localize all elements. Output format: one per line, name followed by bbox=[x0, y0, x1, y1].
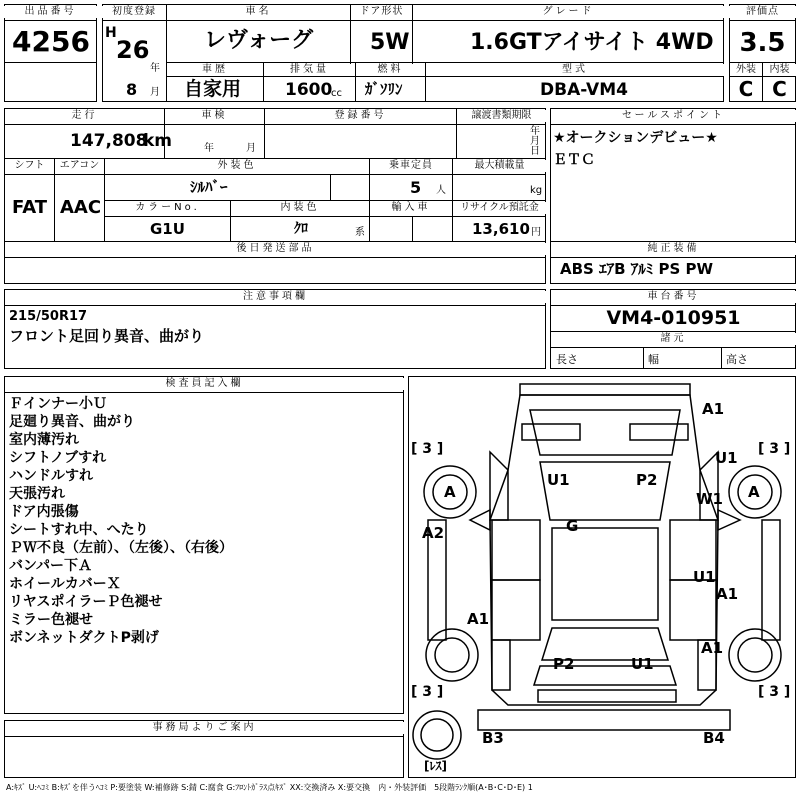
int-color-header: 内装色 bbox=[231, 202, 369, 214]
ext-color-header: 外装色 bbox=[105, 160, 369, 172]
inspector-header: 検査員記入欄 bbox=[5, 378, 404, 390]
damage-mark: A1 bbox=[716, 585, 739, 603]
right-side-skirt bbox=[762, 520, 780, 640]
damage-mark: A1 bbox=[701, 639, 724, 657]
damage-mark: U1 bbox=[715, 449, 738, 467]
mileage-unit: km bbox=[143, 131, 173, 151]
displacement: 1600 bbox=[285, 80, 333, 100]
capacity-unit: 人 bbox=[436, 185, 446, 196]
damage-mark: A2 bbox=[422, 524, 445, 542]
sales-points-header: セールスポイント bbox=[551, 110, 796, 122]
color-no-header: カラーNo. bbox=[105, 202, 230, 214]
damage-mark: A1 bbox=[467, 610, 490, 628]
note-line: Ｆインナー小Ｕ bbox=[9, 396, 107, 412]
note-line: 天張汚れ bbox=[9, 486, 65, 502]
transfer-day-unit: 日 bbox=[530, 146, 540, 157]
recycle-fee: 13,610 bbox=[472, 220, 530, 238]
grade-header: グレード bbox=[413, 6, 724, 18]
note-line: バンパー下Ａ bbox=[9, 558, 93, 574]
inspection-month-unit: 月 bbox=[246, 143, 256, 154]
hood bbox=[530, 410, 680, 455]
chassis-number: VM4-010951 bbox=[606, 307, 741, 329]
damage-mark: U1 bbox=[547, 471, 570, 489]
left-rear-door bbox=[492, 580, 540, 640]
genuine-header: 純正装備 bbox=[551, 243, 796, 255]
chassis-header: 車台番号 bbox=[551, 291, 796, 303]
transfer-year-unit: 年 bbox=[530, 126, 540, 137]
reg-year: 26 bbox=[116, 36, 150, 64]
displacement-unit: cc bbox=[331, 88, 342, 99]
rear-bumper bbox=[538, 690, 676, 702]
note-line: ドア内張傷 bbox=[9, 504, 79, 520]
interior-header: 内装 bbox=[763, 64, 796, 76]
front-bumper bbox=[520, 384, 690, 395]
car-body-outline bbox=[490, 395, 718, 705]
damage-mark: U1 bbox=[693, 568, 716, 586]
sales-point-1: ★オークションデビュー★ bbox=[553, 130, 718, 146]
rear-bumper-lower bbox=[478, 710, 730, 730]
right-headlight bbox=[630, 424, 688, 440]
fuel-header: 燃料 bbox=[356, 64, 425, 76]
note-line: リヤスポイラーＰ色褪せ bbox=[9, 594, 163, 610]
note-line: 足廻り異音、曲がり bbox=[9, 414, 135, 430]
right-mirror bbox=[718, 510, 740, 530]
grade: 1.6GTアイサイト 4WD bbox=[470, 30, 714, 55]
caution-line-1: 215/50R17 bbox=[9, 309, 88, 324]
caution-line-2: フロント足回り異音、曲がり bbox=[9, 327, 205, 345]
shift: FAT bbox=[12, 197, 48, 218]
overall-score: 3.5 bbox=[739, 28, 786, 58]
roof bbox=[552, 528, 658, 620]
note-line: ＰＷ不良（左前）、（左後）、（右後） bbox=[9, 540, 233, 556]
note-line: ボンネットダクトP剥げ bbox=[9, 630, 159, 646]
left-front-door bbox=[492, 520, 540, 580]
first-reg-header: 初度登録 bbox=[102, 6, 166, 18]
genuine-equipment: ABS ｴｱB ｱﾙﾐ PS PW bbox=[560, 260, 714, 278]
damage-mark: A bbox=[444, 483, 456, 501]
legend-footer: A:ｷｽﾞ U:ﾍｺﾐ B:ｷｽﾞを伴うﾍｺﾐ P:要塗装 W:補修跡 S:錆 C:腐食 G:ﾌﾛﾝﾄｶﾞﾗｽ点ｷｽﾞ XX:交換済み X:要交換 内・外装評価 5段階ﾗﾝｸ順(A･B･C･D･E) 1 bbox=[6, 783, 533, 792]
exterior-grade: C bbox=[738, 77, 754, 101]
door-type: 5W bbox=[370, 30, 410, 55]
era: H bbox=[105, 25, 117, 41]
office-header: 事務局よりご案内 bbox=[5, 722, 404, 734]
model-code-header: 型式 bbox=[426, 64, 724, 76]
caution-header: 注意事項欄 bbox=[5, 291, 546, 303]
damage-mark: P2 bbox=[553, 655, 575, 673]
length-label: 長さ bbox=[556, 353, 578, 366]
reg-month-unit: 月 bbox=[150, 87, 160, 98]
inspection-year-unit: 年 bbox=[204, 143, 214, 154]
note-line: ミラー色褪せ bbox=[9, 612, 93, 628]
height-label: 高さ bbox=[726, 353, 748, 366]
mileage: 147,808 bbox=[70, 131, 148, 151]
note-line: シフトノブすれ bbox=[9, 450, 107, 466]
vehicle-history: 自家用 bbox=[184, 78, 242, 100]
score-header: 評価点 bbox=[729, 6, 796, 18]
damage-mark: B3 bbox=[482, 729, 504, 747]
mileage-header: 走行 bbox=[5, 110, 164, 122]
plate-header: 登録番号 bbox=[265, 110, 456, 122]
exterior-header: 外装 bbox=[730, 64, 762, 76]
tire-tread-fr: [ 3 ] bbox=[758, 441, 791, 457]
capacity-header: 乗車定員 bbox=[370, 160, 452, 172]
left-headlight bbox=[522, 424, 580, 440]
note-line: ハンドルすれ bbox=[9, 468, 93, 484]
spare-tire bbox=[413, 711, 461, 759]
int-color: ｸﾛ bbox=[294, 221, 308, 237]
door-header: ドア形状 bbox=[351, 6, 412, 18]
interior-grade: C bbox=[772, 77, 787, 101]
tire-tread-fl: [ 3 ] bbox=[411, 441, 444, 457]
recycle-header: リサイクル預託金 bbox=[453, 202, 546, 214]
damage-mark: A bbox=[748, 483, 760, 501]
max-load-header: 最大積載量 bbox=[453, 160, 546, 172]
history-header: 車歴 bbox=[167, 64, 263, 76]
tire-tread-rr: [ 3 ] bbox=[758, 684, 791, 700]
ext-color: ｼﾙﾊﾞｰ bbox=[190, 178, 228, 196]
model-code: DBA-VM4 bbox=[540, 80, 628, 100]
recycle-unit: 円 bbox=[531, 227, 541, 238]
fuel: ｶﾞｿﾘﾝ bbox=[365, 80, 403, 98]
rear-right-tire bbox=[729, 629, 781, 681]
damage-mark: A1 bbox=[702, 400, 725, 418]
shift-header: シフト bbox=[5, 160, 54, 172]
car-name-header: 車名 bbox=[167, 6, 350, 18]
aircon: AAC bbox=[60, 197, 102, 218]
lot-number-header: 出品番号 bbox=[4, 6, 97, 18]
int-color-unit: 系 bbox=[355, 227, 365, 238]
max-load-unit: kg bbox=[530, 185, 543, 196]
left-rear-fender bbox=[492, 640, 510, 690]
right-rear-door bbox=[670, 580, 716, 640]
specs-header: 諸元 bbox=[551, 333, 796, 345]
sales-point-2: ＥＴＣ bbox=[553, 152, 595, 168]
note-line: シートすれ中、へたり bbox=[9, 522, 149, 538]
damage-mark: P2 bbox=[636, 471, 658, 489]
damage-mark: U1 bbox=[631, 655, 654, 673]
note-line: 室内薄汚れ bbox=[9, 432, 79, 448]
import-header: 輸入車 bbox=[370, 202, 452, 214]
transfer-month-unit: 月 bbox=[530, 136, 540, 147]
transfer-deadline-header: 譲渡書類期限 bbox=[457, 110, 546, 122]
damage-mark: G bbox=[566, 517, 579, 535]
left-mirror bbox=[470, 510, 490, 530]
aircon-header: エアコン bbox=[55, 160, 104, 172]
displacement-header: 排気量 bbox=[264, 64, 355, 76]
width-label: 幅 bbox=[648, 353, 659, 366]
rear-left-tire bbox=[426, 629, 478, 681]
capacity: 5 bbox=[410, 178, 422, 197]
lot-number: 4256 bbox=[12, 25, 90, 58]
rear-right-wheel bbox=[738, 638, 772, 672]
rear-left-wheel bbox=[435, 638, 469, 672]
spare-wheel bbox=[421, 719, 453, 751]
spare-tire-label: [ﾚｽ] bbox=[424, 759, 447, 773]
damage-mark: B4 bbox=[703, 729, 725, 747]
car-name: レヴォーグ bbox=[204, 28, 314, 53]
reg-month: 8 bbox=[126, 80, 138, 99]
color-no: G1U bbox=[150, 220, 185, 238]
tire-tread-rl: [ 3 ] bbox=[411, 684, 444, 700]
inspection-header: 車検 bbox=[165, 110, 264, 122]
note-line: ホイールカバーＸ bbox=[9, 576, 121, 592]
left-front-fender bbox=[490, 452, 508, 520]
reg-year-unit: 年 bbox=[150, 63, 160, 74]
damage-mark: W1 bbox=[696, 490, 723, 508]
later-parts-header: 後日発送部品 bbox=[5, 243, 546, 255]
